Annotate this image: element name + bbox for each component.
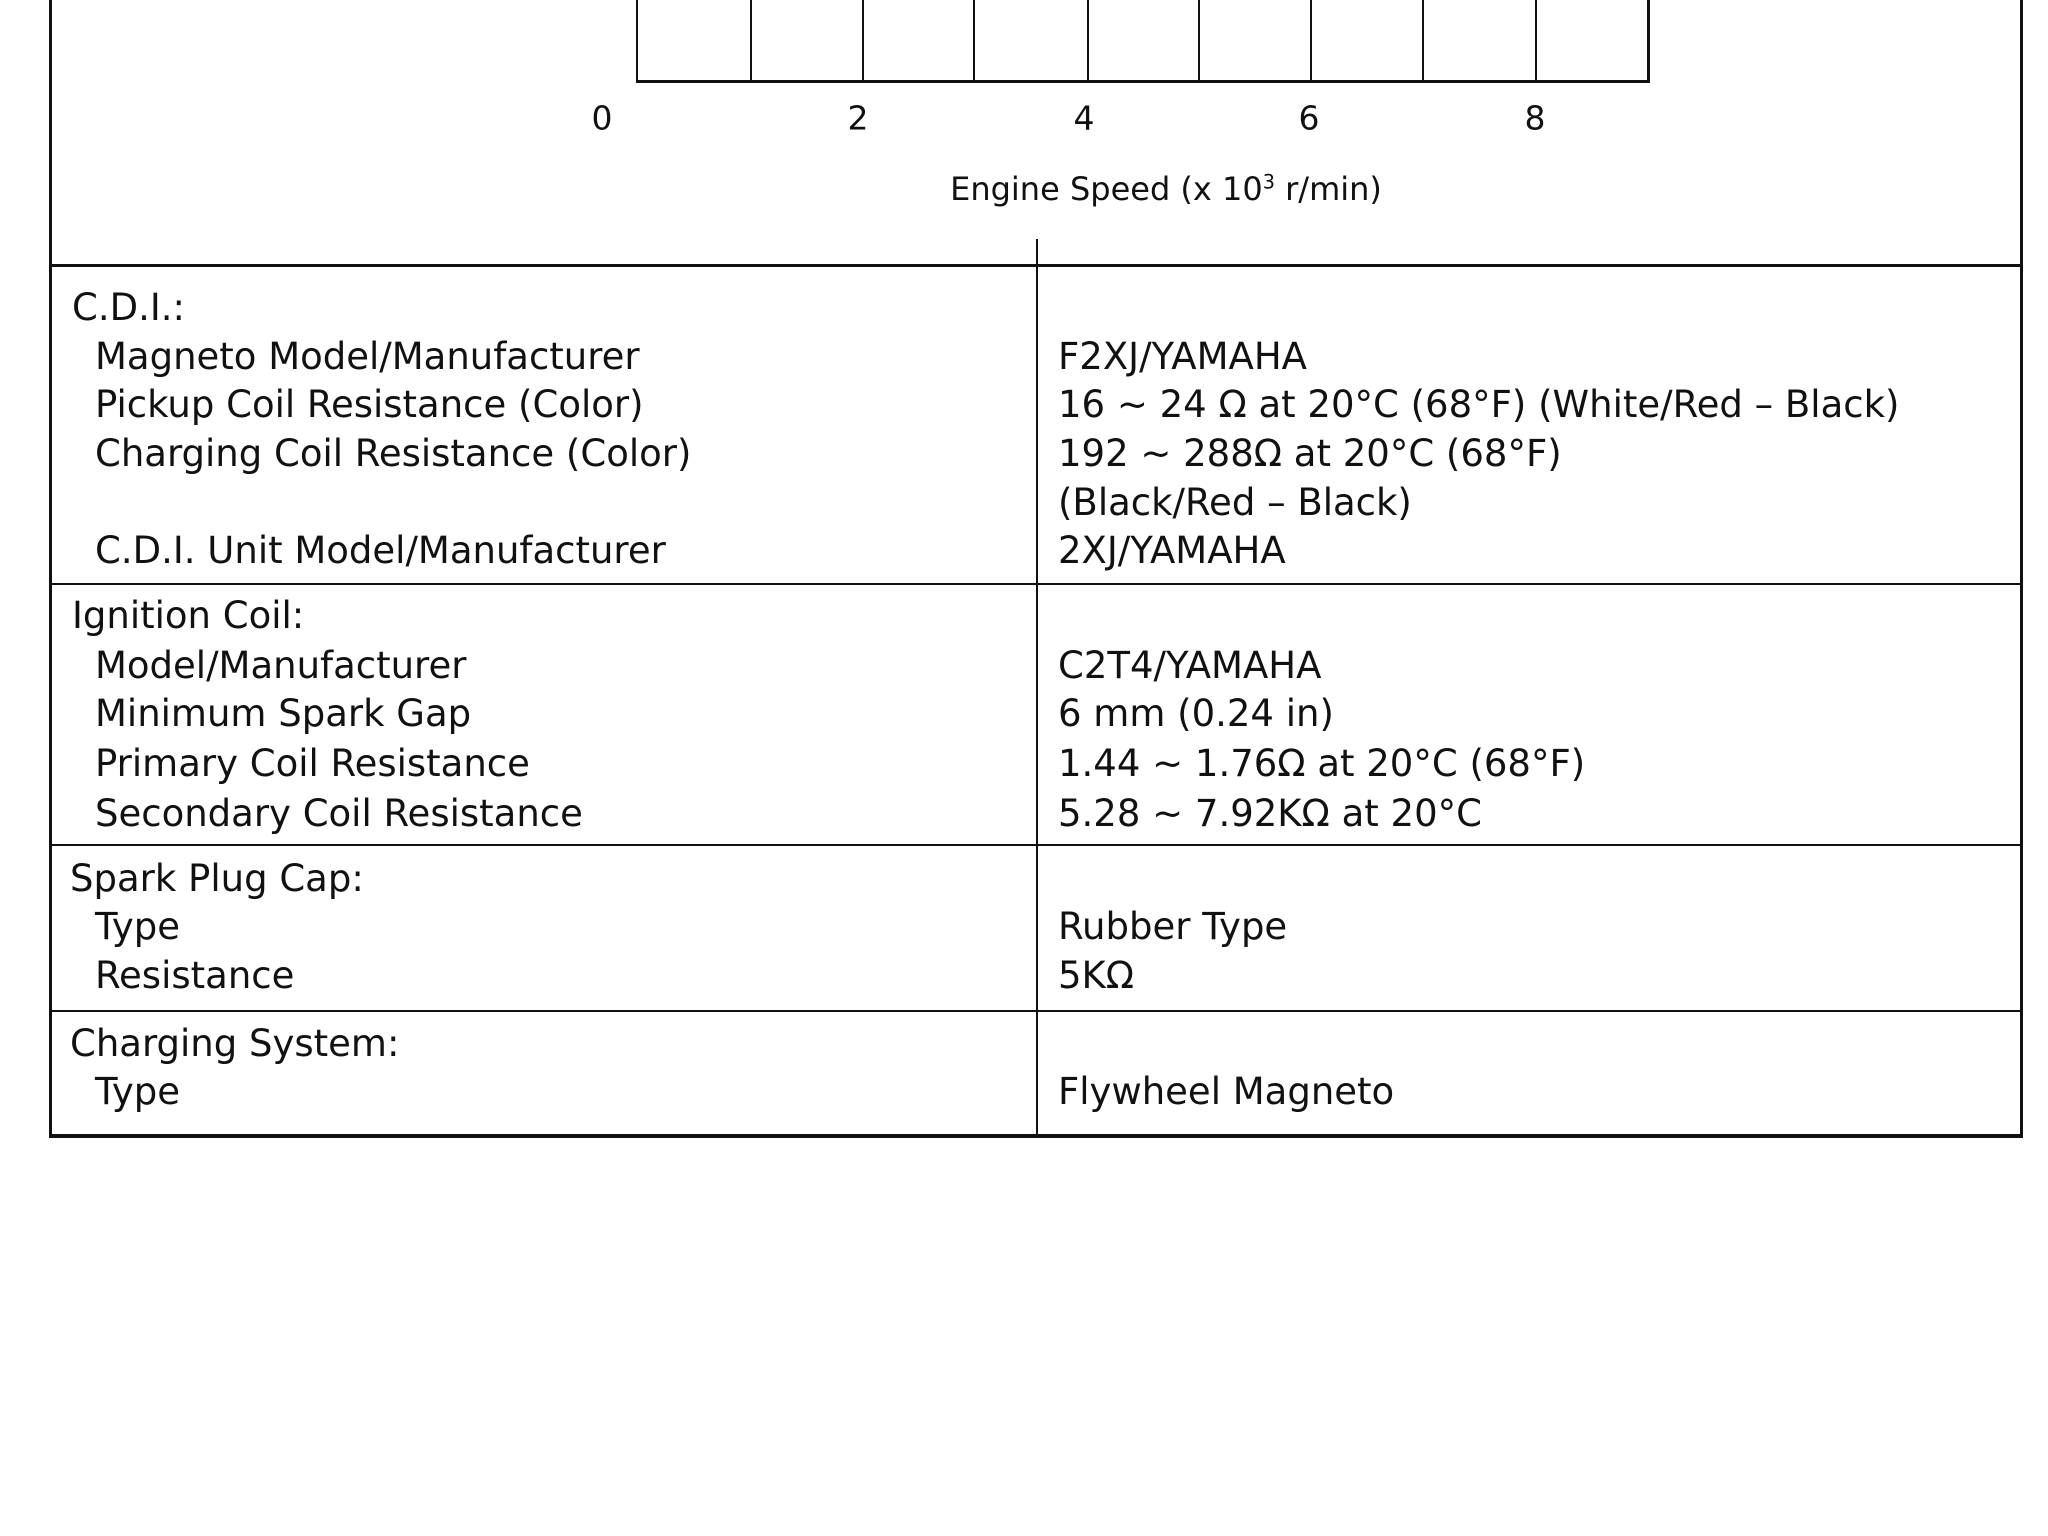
spec-value: (Black/Red – Black) [1058,481,1412,524]
spec-label: Primary Coil Resistance [95,742,530,785]
chart-gridline [750,0,752,80]
spec-label: Type [95,1070,180,1113]
x-tick-label: 6 [1298,98,1320,138]
x-tick-label: 0 [591,98,613,138]
row-divider [49,1010,2023,1012]
section-header: C.D.I.: [72,286,185,329]
spec-value: 2XJ/YAMAHA [1058,529,1286,572]
x-axis-label-exponent: 3 [1262,170,1275,194]
spec-value: 5.28 ~ 7.92KΩ at 20°C [1058,792,1482,835]
spec-value: F2XJ/YAMAHA [1058,335,1307,378]
spec-value: 5KΩ [1058,954,1135,997]
section-header: Spark Plug Cap: [70,857,364,900]
spec-label: Minimum Spark Gap [95,692,472,735]
x-tick-label: 4 [1073,98,1095,138]
frame-left [49,0,52,1138]
row-divider [49,844,2023,846]
spec-label: Type [95,905,180,948]
spec-label: Resistance [95,954,295,997]
spec-label: Charging Coil Resistance (Color) [95,432,692,475]
chart-gridline [973,0,975,80]
spec-label: C.D.I. Unit Model/Manufacturer [95,529,666,572]
chart-gridline [1535,0,1537,80]
spec-label: Model/Manufacturer [95,644,467,687]
spec-value: 192 ~ 288Ω at 20°C (68°F) [1058,432,1562,475]
section-header: Ignition Coil: [72,594,305,637]
chart-gridline [1198,0,1200,80]
x-tick-label: 2 [847,98,869,138]
spec-label: Magneto Model/Manufacturer [95,335,640,378]
chart-gridline [1087,0,1089,80]
spec-label: Secondary Coil Resistance [95,792,583,835]
spec-value: Rubber Type [1058,905,1288,948]
spec-label: Pickup Coil Resistance (Color) [95,383,644,426]
spec-value: C2T4/YAMAHA [1058,644,1322,687]
x-tick-label: 8 [1524,98,1546,138]
chart-gridline [862,0,864,80]
spec-value: Flywheel Magneto [1058,1070,1395,1113]
section-header: Charging System: [70,1022,400,1065]
spec-value: 1.44 ~ 1.76Ω at 20°C (68°F) [1058,742,1586,785]
x-axis-label-prefix: Engine Speed (x 10 [950,170,1263,208]
frame-right [2020,0,2023,1138]
chart-gridline [1310,0,1312,80]
spec-value: 6 mm (0.24 in) [1058,692,1334,735]
chart-gridline [1422,0,1424,80]
row-divider [49,583,2023,585]
x-axis-label-suffix: r/min) [1274,170,1382,208]
spec-value: 16 ~ 24 Ω at 20°C (68°F) (White/Red – Black) [1058,383,1900,426]
chart-plot-box [636,0,1650,83]
x-axis-label [950,170,1382,208]
table-column-divider [1036,239,1038,1136]
